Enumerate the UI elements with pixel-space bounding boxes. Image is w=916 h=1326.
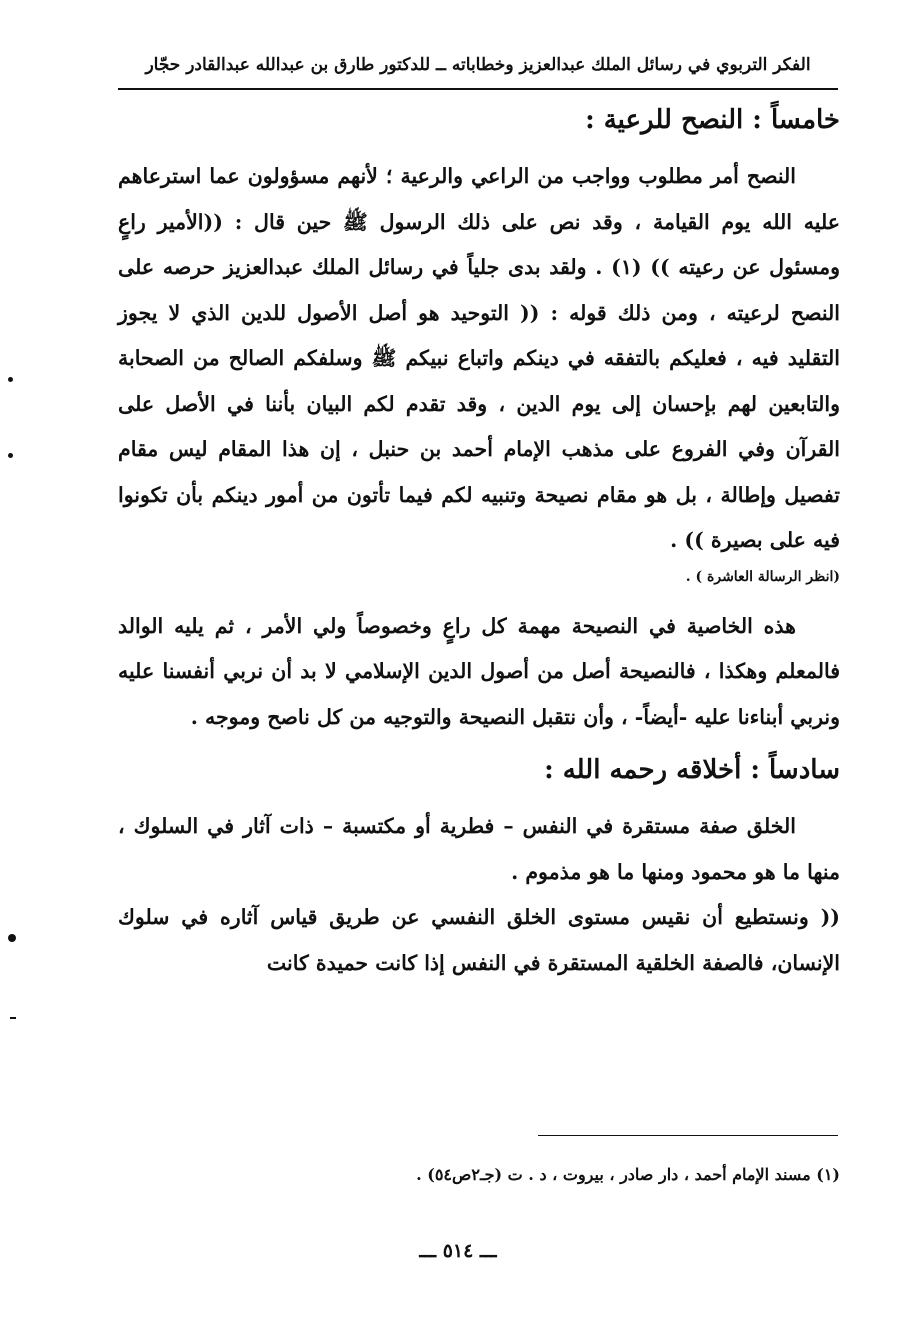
footnote: (١) مسند الإمام أحمد ، دار صادر ، بيروت ، د . ت (جـ٢ص٥٤) .	[416, 1165, 840, 1184]
paragraph-morals-quote: (( ونستطيع أن نقيس مستوى الخلق النفسي عن طريق قياس آثاره في سلوك الإنسان، فالصفة الخلقية المستقرة في النفس إذا كانت حميدة كانت	[118, 905, 840, 975]
page-number: ـــ ٥١٤ ـــ	[419, 1240, 497, 1262]
paragraph-advice: النصح أمر مطلوب وواجب من الراعي والرعية ؛ لأنهم مسؤولون عما استرعاهم عليه الله يوم القيامة ، وقد نص على ذلك الرسول ﷺ حين قال : ((الأمير راعٍ ومسئول عن رعيته )) (١) . ولقد بدى جلياً في رسائل الملك عبدالعزيز حرصه على النصح لرعيته ، ومن ذلك قوله : (( التوحيد هو أصل الأصول للدين الذي لا يجوز التقليد فيه ، فعليكم بالتفقه في دينكم واتباع نبيكم ﷺ وسلفكم الصالح من الصحابة والتابعين لهم بإحسان إلى يوم الدين ، وقد تقدم لكم البيان بأننا في الأصل على القرآن وفي الفروع على مذهب الإمام أحمد بن حنبل ، إن هذا المقام ليس مقام تفصيل وإطالة ، بل هو مقام نصيحة وتنبيه لكم فيما تأتون من أمور دينكم بأن تكونوا فيه على بصيرة )) .	[118, 164, 840, 552]
footnote-rule	[538, 1135, 838, 1136]
section-heading-advice: خامساً : النصح للرعية :	[585, 105, 840, 135]
section-heading-morals: سادساً : أخلاقه رحمه الله :	[544, 755, 840, 785]
header-rule	[118, 88, 838, 90]
running-header: الفكر التربوي في رسائل الملك عبدالعزيز وخطاباته ــ للدكتور طارق بن عبدالله عبدالقادر حجّار	[145, 55, 811, 75]
scan-mark	[8, 453, 13, 458]
scan-mark	[8, 934, 16, 942]
reference-note: (انظر الرسالة العاشرة ) .	[685, 568, 840, 585]
body-text	[118, 100, 840, 986]
paragraph-morals-definition: الخلق صفة مستقرة في النفس – فطرية أو مكتسبة – ذات آثار في السلوك ، منها ما هو محمود ومنها ما هو مذموم .	[118, 814, 840, 884]
scan-mark	[8, 377, 13, 382]
paragraph-advice-importance: هذه الخاصية في النصيحة مهمة كل راعٍ وخصوصاً ولي الأمر ، ثم يليه الوالد فالمعلم وهكذا ، فالنصيحة أصل من أصول الدين الإسلامي لا بد أن نربي أنفسنا عليه ونربي أبناءنا عليه -أيضاً- ، وأن نتقبل النصيحة والتوجيه من كل ناصح وموجه .	[118, 613, 840, 729]
scan-mark	[10, 1017, 16, 1019]
